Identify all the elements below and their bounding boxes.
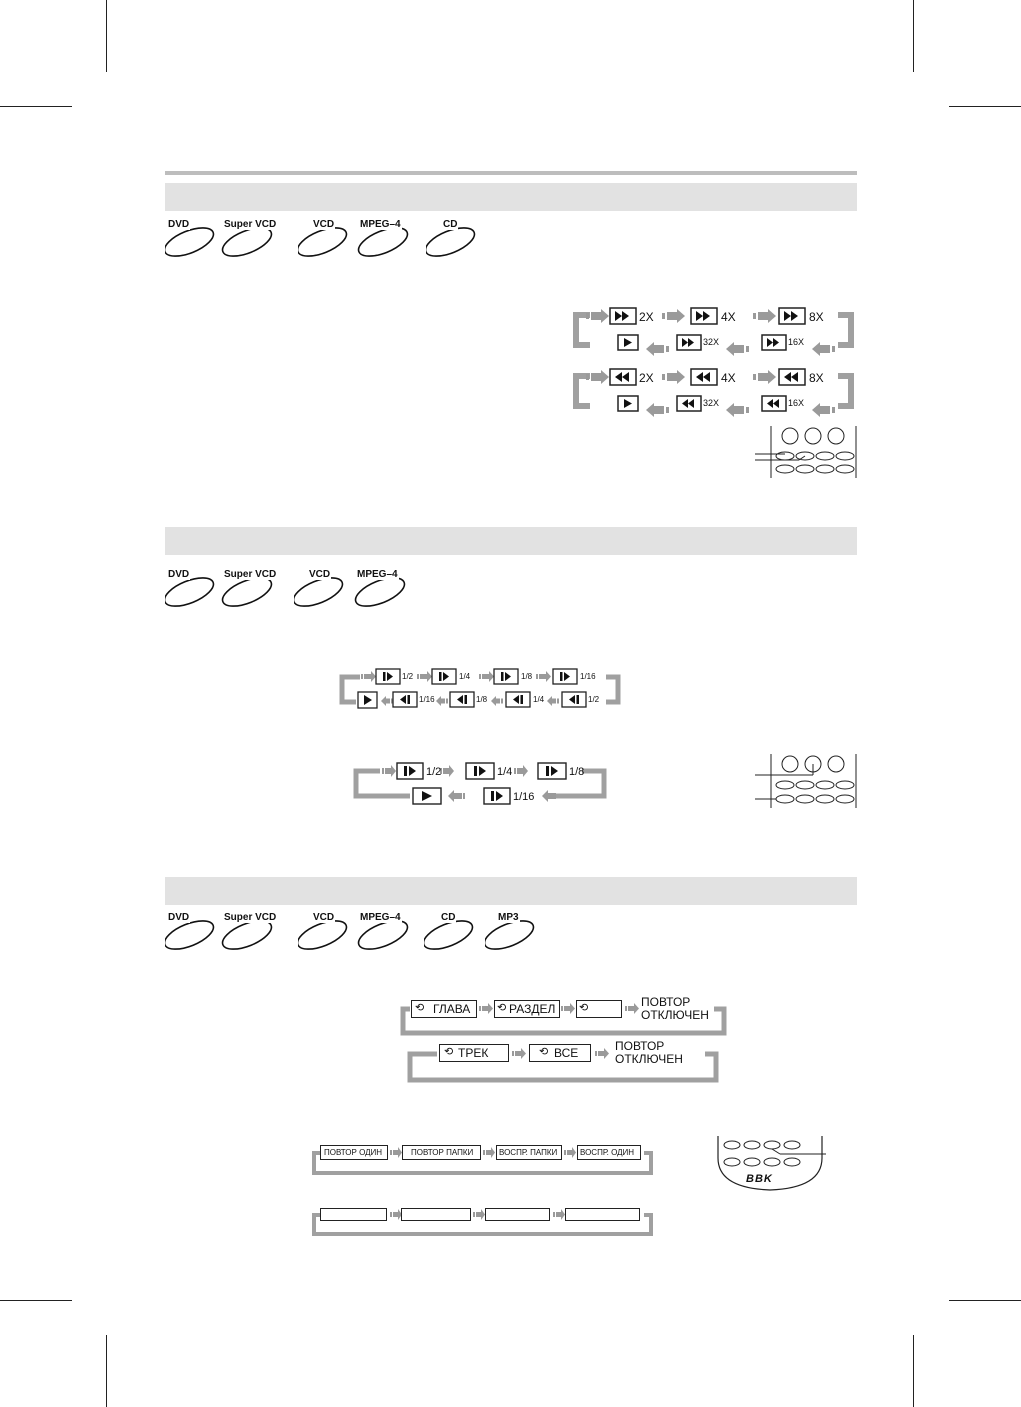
- repeat-mode-label: ВОСПР. ОДИН: [580, 1148, 635, 1157]
- fast-reverse-diagram: [570, 365, 860, 419]
- disc-badge: MP3: [485, 911, 537, 953]
- speed-label: 1/8: [476, 695, 488, 704]
- disc-badge: Super VCD: [221, 218, 273, 260]
- speed-label: 4X: [721, 310, 736, 324]
- section-header-bar: [165, 183, 857, 211]
- repeat-mode-label: ГЛАВА: [433, 1002, 471, 1016]
- remote-control-illustration: [716, 1136, 828, 1192]
- crop-mark: [913, 0, 914, 72]
- disc-badge: DVD: [165, 568, 217, 610]
- disc-badge: MPEG–4: [357, 218, 409, 260]
- disc-badge: DVD: [165, 218, 217, 260]
- repeat-icon: ⟲: [539, 1046, 549, 1058]
- speed-label: 1/2: [588, 695, 600, 704]
- speed-label: 1/4: [533, 695, 545, 704]
- speed-label: 1/16: [580, 672, 596, 681]
- speed-label: 1/4: [497, 766, 513, 778]
- repeat-mode-label: ВОСПР. ПАПКИ: [499, 1148, 558, 1157]
- remote-buttons-illustration: [755, 424, 859, 480]
- crop-mark: [949, 1300, 1021, 1301]
- speed-label: 1/16: [513, 791, 535, 803]
- slow-motion-vcd-diagram: [350, 760, 612, 806]
- repeat-mode-label: ПОВТОР ПАПКИ: [411, 1148, 474, 1157]
- repeat-blank-diagram: [310, 1203, 656, 1239]
- disc-badge: MPEG–4: [357, 911, 409, 953]
- speed-label: 1/16: [419, 695, 435, 704]
- speed-label: 16X: [788, 398, 805, 408]
- repeat-vcd-diagram: [403, 1038, 723, 1086]
- disc-badge: MPEG–4: [354, 568, 406, 610]
- disc-badge: CD: [424, 911, 476, 953]
- repeat-mode-label: РАЗДЕЛ: [509, 1002, 556, 1016]
- repeat-icon: ⟲: [579, 1002, 589, 1014]
- disc-badge: VCD: [294, 568, 346, 610]
- speed-label: 1/8: [521, 672, 533, 681]
- remote-buttons-illustration: [755, 752, 859, 810]
- disc-badge: VCD: [298, 218, 350, 260]
- repeat-off-label: ПОВТОР: [641, 995, 691, 1009]
- fast-forward-diagram: [570, 304, 860, 358]
- section-header-bar: [165, 527, 857, 555]
- crop-mark: [106, 1335, 107, 1407]
- repeat-off-label: ПОВТОР: [615, 1039, 665, 1053]
- crop-mark: [0, 106, 72, 107]
- repeat-mode-box: [320, 1208, 387, 1221]
- top-rule: [165, 171, 857, 175]
- speed-label: 8X: [809, 310, 824, 324]
- repeat-off-label: ОТКЛЮЧЕН: [615, 1052, 683, 1066]
- disc-badge: DVD: [165, 911, 217, 953]
- disc-badge: VCD: [298, 911, 350, 953]
- repeat-icon: ⟲: [497, 1002, 507, 1014]
- repeat-dvd-diagram: [398, 993, 730, 1037]
- crop-mark: [0, 1300, 72, 1301]
- speed-label: 2X: [639, 371, 654, 385]
- repeat-mode-label: ВСЕ: [554, 1046, 579, 1060]
- repeat-icon: ⟲: [415, 1002, 425, 1014]
- disc-badge: CD: [426, 218, 478, 260]
- crop-mark: [913, 1335, 914, 1407]
- speed-label: 32X: [703, 398, 720, 408]
- repeat-mode-label: ПОВТОР ОДИН: [324, 1148, 383, 1157]
- speed-label: 1/2: [426, 766, 442, 778]
- repeat-mode-label: ТРЕК: [458, 1046, 489, 1060]
- disc-badge: Super VCD: [221, 568, 273, 610]
- speed-label: 4X: [721, 371, 736, 385]
- speed-label: 8X: [809, 371, 824, 385]
- crop-mark: [949, 106, 1021, 107]
- speed-label: 1/2: [402, 672, 414, 681]
- repeat-mode-box: [401, 1208, 471, 1221]
- repeat-mode-box: [565, 1208, 640, 1221]
- repeat-icon: ⟲: [444, 1046, 454, 1058]
- repeat-mp3-diagram: [310, 1140, 656, 1178]
- speed-label: 1/4: [459, 672, 471, 681]
- speed-label: 2X: [639, 310, 654, 324]
- disc-badge: Super VCD: [221, 911, 273, 953]
- crop-mark: [106, 0, 107, 72]
- repeat-off-label: ОТКЛЮЧЕН: [641, 1008, 709, 1022]
- brand-logo: BBK: [746, 1173, 773, 1185]
- slow-motion-dvd-diagram: [334, 668, 626, 710]
- speed-label: 16X: [788, 337, 805, 347]
- section-header-bar: [165, 877, 857, 905]
- repeat-mode-box: [485, 1208, 550, 1221]
- speed-label: 32X: [703, 337, 720, 347]
- speed-label: 1/8: [569, 766, 585, 778]
